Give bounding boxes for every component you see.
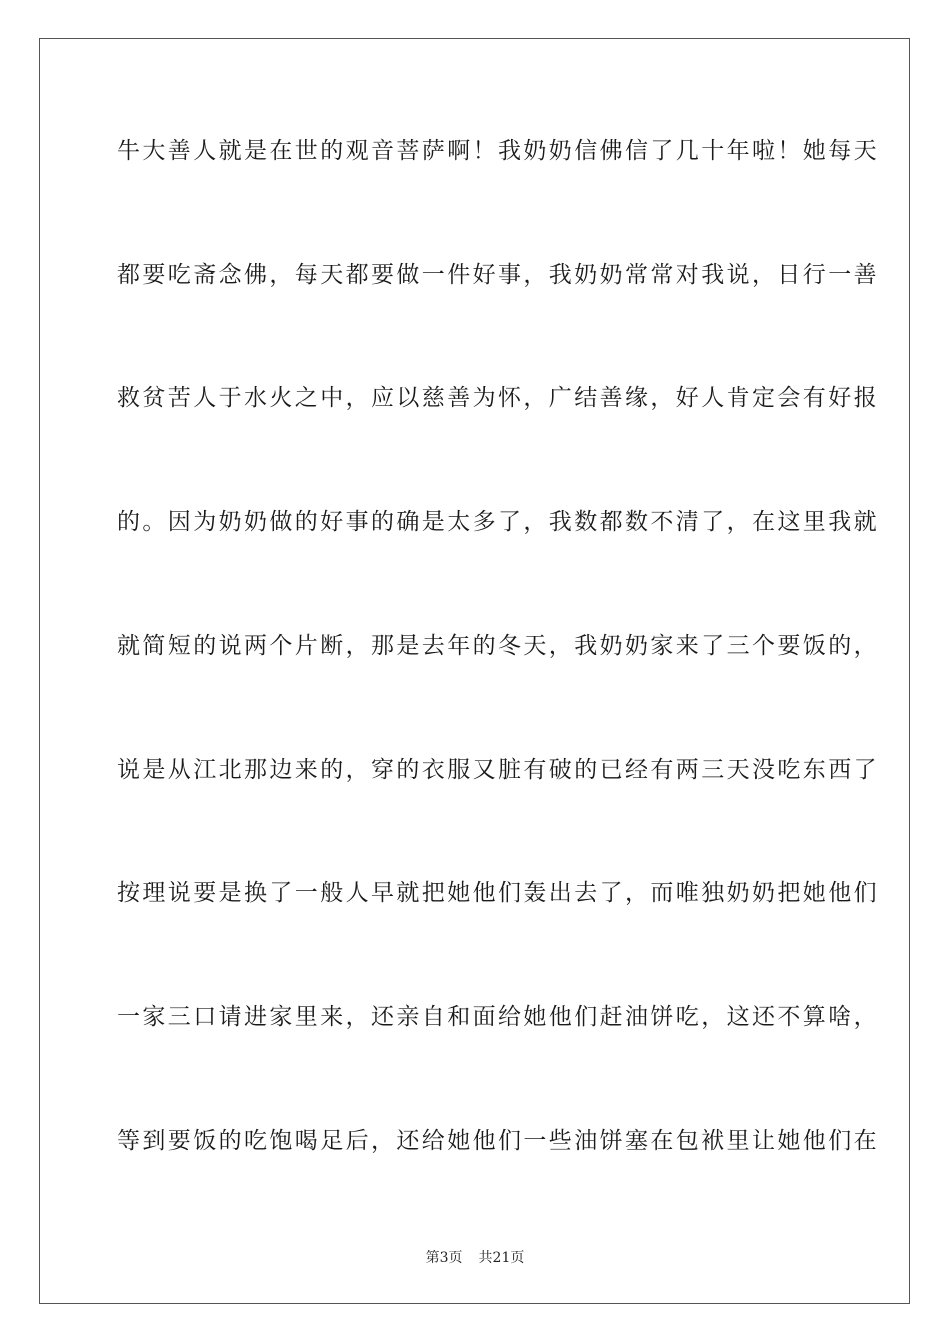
page-border — [39, 38, 910, 1304]
text-line: 等到要饭的吃饱喝足后，还给她他们一些油饼塞在包袱里让她他们在 — [117, 1128, 879, 1154]
text-line: 按理说要是换了一般人早就把她他们轰出去了，而唯独奶奶把她他们 — [117, 880, 879, 906]
page-footer — [0, 1248, 950, 1268]
text-line: 牛大善人就是在世的观音菩萨啊！我奶奶信佛信了几十年啦！她每天 — [117, 138, 879, 164]
text-line: 说是从江北那边来的，穿的衣服又脏有破的已经有两三天没吃东西了 — [117, 757, 879, 783]
text-line: 都要吃斋念佛，每天都要做一件好事，我奶奶常常对我说，日行一善 — [117, 262, 879, 288]
text-line: 一家三口请进家里来，还亲自和面给她他们赶油饼吃，这还不算啥， — [117, 1004, 879, 1030]
text-line: 救贫苦人于水火之中，应以慈善为怀，广结善缘，好人肯定会有好报 — [117, 385, 879, 411]
current-page-number: 第3页 — [425, 1250, 463, 1266]
text-line: 的。因为奶奶做的好事的确是太多了，我数都数不清了，在这里我就 — [117, 509, 879, 535]
total-page-count: 共21页 — [478, 1250, 525, 1266]
text-line: 就简短的说两个片断，那是去年的冬天，我奶奶家来了三个要饭的， — [117, 633, 879, 659]
